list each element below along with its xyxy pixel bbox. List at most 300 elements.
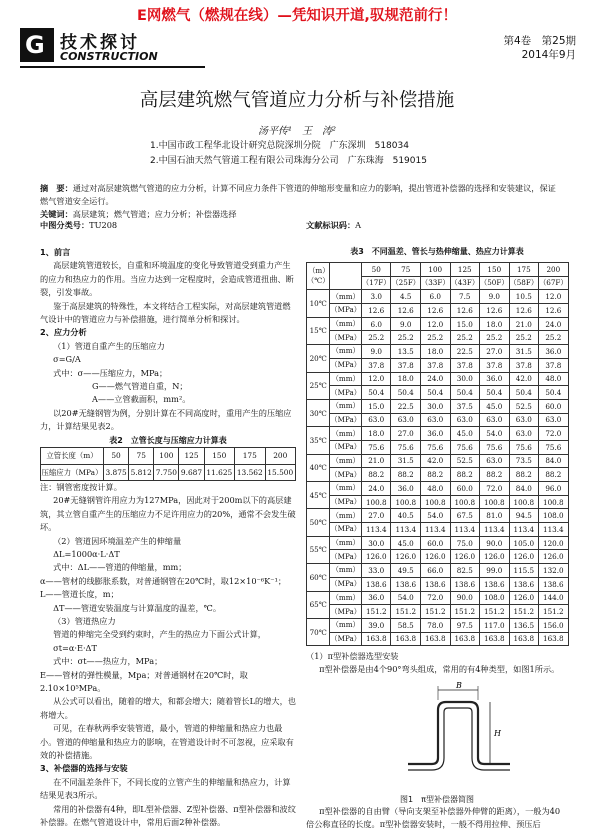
table-cell: 138.6 [539,577,569,591]
table-cell: 138.6 [421,577,451,591]
table-cell: 42.0 [421,454,451,468]
table-cell: 52.5 [509,399,539,413]
table-row [307,440,569,454]
table-row [307,577,569,591]
table-cell: 36.0 [391,482,421,496]
source-banner: E网燃气（燃规在线）—凭知识开道,驭规范前行！ [137,8,457,24]
table-cell: 88.2 [361,468,391,482]
table-cell: 7.750 [154,464,179,480]
table-cell: 37.8 [539,358,569,372]
table-row [307,358,569,372]
table-cell: 31.5 [391,454,421,468]
table-cell: 24.0 [539,317,569,331]
table-cell: 138.6 [450,577,480,591]
table-cell: 150 [204,448,234,464]
table-cell: 75 [129,448,154,464]
table-cell: 84.0 [539,454,569,468]
table-cell: 72.0 [480,482,510,496]
table-cell: 138.6 [391,577,421,591]
table-row [307,632,569,646]
table-cell: 18.0 [391,372,421,386]
section-heading: 1、前言 [40,247,71,257]
table-row [307,331,569,345]
table-cell: 24.0 [361,482,391,496]
table-cell: 24.0 [421,372,451,386]
table-cell: 125 [179,448,204,464]
table-cell: 52.5 [450,454,480,468]
table-cell: 6.0 [361,317,391,331]
table-row [307,605,569,619]
table-cell: 125 [450,263,480,277]
table-cell: 200 [539,263,569,277]
table-cell: 37.8 [509,358,539,372]
table-cell: 63.0 [480,413,510,427]
formula-note: α——管材的线膨胀系数，对普通钢管在20℃时，取12×10⁻⁶K⁻¹； [40,575,287,586]
journal-name-cn: 技术探讨 [60,33,140,53]
table-row [307,317,569,331]
table-cell: 72.0 [539,427,569,441]
table-row [307,290,569,304]
table-row [307,564,569,578]
table-cell: 22.5 [391,399,421,413]
table-cell: 12.6 [539,304,569,318]
table-cell: 151.2 [450,605,480,619]
table-cell: 75.6 [509,440,539,454]
table-cell: 113.4 [450,523,480,537]
journal-header [20,28,576,68]
table-cell: （58F） [509,276,539,290]
unit-cell: （mm） [330,317,362,331]
table-row [307,386,569,400]
table-cell: 50.4 [509,386,539,400]
journal-name-en: CONSTRUCTION [60,50,158,63]
clc-number: 中图分类号：TU208 [40,220,118,230]
table-cell: 9.687 [179,464,204,480]
table-cell: 163.8 [480,632,510,646]
table-cell: 36.0 [539,345,569,359]
table-cell: 12.0 [421,317,451,331]
table-cell: 163.8 [361,632,391,646]
table-cell: 13.5 [391,345,421,359]
table-cell: 120.0 [539,536,569,550]
unit-cell: （MPa） [330,413,362,427]
table-cell: 126.0 [539,550,569,564]
unit-cell: （mm） [330,399,362,413]
paper-authors: 汤平传¹ 王 涛² [257,126,337,137]
paragraph: 鉴于高层建筑的特殊性，本文将结合工程实际，对高层建筑管道燃气设计中的管道应力与补偿措施，进行简单分析和探讨。 [40,300,291,325]
fig-label-h: H [494,729,501,738]
table-cell: 63.0 [509,413,539,427]
table-cell: 36.0 [421,427,451,441]
table-cell: 100.8 [509,495,539,509]
table-cell: 113.4 [480,523,510,537]
table-cell: 94.5 [509,509,539,523]
table-cell: 67.5 [450,509,480,523]
table-cell: 40.5 [391,509,421,523]
table-cell: 163.8 [509,632,539,646]
formula-note: L——管道长度，m； [40,589,119,600]
unit-cell: （MPa） [330,358,362,372]
table-cell: 49.5 [391,564,421,578]
table-cell: 100 [154,448,179,464]
table-cell: 113.4 [539,523,569,537]
table-cell: 12.6 [450,304,480,318]
table-cell: 50 [104,448,129,464]
unit-cell: （MPa） [330,550,362,564]
table-cell: 117.0 [480,618,510,632]
table-cell: 6.0 [421,290,451,304]
formula: σt=α·E·ΔT [53,642,97,653]
table-cell: 200 [265,448,296,464]
table-cell: 3.0 [361,290,391,304]
table-cell: 立管长度（m） [41,448,104,464]
table-cell: 138.6 [480,577,510,591]
table3-caption: 表3 不同温差、管长与热伸缩量、热应力计算表 [350,247,524,256]
table-cell: 37.5 [450,399,480,413]
table-cell: 175 [235,448,265,464]
table-cell: 18.0 [361,427,391,441]
unit-cell: （mm） [330,427,362,441]
temperature-cell: 65℃ [307,591,330,618]
table-cell: 50.4 [480,386,510,400]
unit-cell: （MPa） [330,523,362,537]
table-cell: 113.4 [421,523,451,537]
temperature-cell: 25℃ [307,372,330,399]
table-cell: 27.0 [361,509,391,523]
table-cell: 82.5 [450,564,480,578]
table-cell: 84.0 [509,482,539,496]
table-cell: 4.5 [391,290,421,304]
paragraph: 常用的补偿器有4种，即L型补偿器、Z型补偿器、π型补偿器和波纹补偿器。在燃气管道设计中，常用后面2种补偿器。 [40,803,296,828]
temperature-cell: 15℃ [307,317,330,344]
table-cell: 50.4 [450,386,480,400]
temperature-cell: 60℃ [307,564,330,591]
table-cell: 30.0 [450,372,480,386]
table-cell: 50.4 [421,386,451,400]
table-cell: 45.0 [391,536,421,550]
table-cell: 163.8 [450,632,480,646]
paragraph: 可见，在春秋两季安装管道，最小，管道的伸缩量和热应力也最小。管道的伸缩量和热应力的影响，在管道设计时不可忽视，应采取有效的补偿措施。 [40,723,294,761]
table-cell: 3.875 [104,464,129,480]
table-cell: 22.5 [450,345,480,359]
table-row [307,454,569,468]
table-cell: 150 [480,263,510,277]
table-cell: 151.2 [361,605,391,619]
unit-cell: （mm） [330,482,362,496]
table-cell: 36.0 [361,591,391,605]
table2-caption: 表2 立管长度与压缩应力计算表 [109,435,227,445]
table-row [307,618,569,632]
table-cell: 18.0 [480,317,510,331]
paragraph: 20#无缝钢管许用应力为127MPa，因此对于200m以下的高层建筑，其立管自重产生的压缩应力不足许用应力的20%，通常不会发生破坏。 [40,495,296,533]
table-cell: 60.0 [539,399,569,413]
table-cell: 42.0 [509,372,539,386]
table-cell: 126.0 [509,591,539,605]
formula-note: E——管材的弹性模量，Mpa；对普通钢材在20℃时，取2.10×10⁵MPa。 [40,669,248,693]
table-cell: 50 [361,263,391,277]
table-cell: 37.8 [450,358,480,372]
temperature-cell: 20℃ [307,345,330,372]
formula-note: A——立管截面积，mm²。 [92,394,191,405]
table-cell: 151.2 [480,605,510,619]
table-cell: 12.0 [361,372,391,386]
table-cell [330,263,362,290]
table-cell: 12.0 [539,290,569,304]
table-cell: 27.0 [391,427,421,441]
temperature-cell: 40℃ [307,454,330,481]
temperature-cell: 10℃ [307,290,330,317]
table-cell: 100 [421,263,451,277]
table-row [307,372,569,386]
unit-cell: （mm） [330,536,362,550]
table-cell: 100.8 [450,495,480,509]
table-cell: 126.0 [391,550,421,564]
table-cell: 108.0 [539,509,569,523]
table-cell: 175 [509,263,539,277]
subsection-heading: （1）π型补偿器选型安装 [306,651,399,661]
table-cell: 81.0 [480,509,510,523]
table-row [41,464,296,480]
table-row [307,591,569,605]
table-cell: 13.562 [235,464,265,480]
unit-cell: （mm） [330,345,362,359]
unit-cell: （mm） [330,454,362,468]
table-cell: （33F） [421,276,451,290]
table-cell: 75.6 [539,440,569,454]
table-cell: 58.5 [391,618,421,632]
table-cell: 25.2 [450,331,480,345]
table-cell: 100.8 [421,495,451,509]
doc-code: 文献标识码：A [306,220,362,230]
table-cell: 33.0 [361,564,391,578]
issue-number: 第4卷 第25期 [503,35,576,47]
temperature-cell: 70℃ [307,618,330,645]
issue-date: 2014年9月 [521,49,576,61]
formula-note: G——燃气管道自重，N； [92,381,188,392]
paragraph: π型补偿器的自由臂（导向支架至补偿器外伸臂的距离），一般为40倍公称直径的长度。π型补偿器安装时，一般不得用拉伸、预压后 [306,806,561,830]
table-cell: 113.4 [391,523,421,537]
temperature-cell: 30℃ [307,399,330,426]
paragraph: 在不同温差条件下，不同长度的立管产生的伸缩量和热应力，计算结果见表3所示。 [40,776,291,801]
table-cell: 66.0 [421,564,451,578]
table-cell: 12.6 [391,304,421,318]
unit-cell: （mm） [330,564,362,578]
table-cell: 48.0 [421,482,451,496]
formula-note: 式中：ΔL——管道的伸缩量，mm； [53,562,187,573]
table-cell: 37.8 [361,358,391,372]
table-cell: 37.8 [480,358,510,372]
section-heading: 3、补偿器的选择与安装 [40,763,128,774]
table-cell: 72.0 [421,591,451,605]
table-cell: 15.0 [361,399,391,413]
abstract [40,182,556,208]
table-cell: 18.0 [421,345,451,359]
unit-cell: （MPa） [330,468,362,482]
table-cell: 75.6 [421,440,451,454]
table-cell: 63.0 [361,413,391,427]
journal-logo-icon: G [20,28,54,62]
table-cell: 37.8 [391,358,421,372]
unit-cell: （mm） [330,372,362,386]
unit-cell: （mm） [330,591,362,605]
paragraph: 以20#无缝钢管为例，分别计算在不同高度时，重用产生的压缩应力，计算结果见表2。 [40,407,292,432]
table-cell: 151.2 [421,605,451,619]
table-cell: 78.0 [421,618,451,632]
table-cell: 96.0 [539,482,569,496]
table3 [306,262,569,646]
table-header-row [307,263,569,277]
table-cell: 138.6 [509,577,539,591]
table2-note: 注：钢管密度按计算。 [40,481,122,492]
unit-cell: （MPa） [330,495,362,509]
table-cell: 54.0 [421,509,451,523]
header-rule [20,66,205,68]
table-cell: 25.2 [509,331,539,345]
table-cell: 132.0 [539,564,569,578]
table-cell: 30.0 [421,399,451,413]
table-cell: 63.0 [480,454,510,468]
table-cell: 88.2 [480,468,510,482]
table-cell: （25F） [391,276,421,290]
table-cell: 25.2 [421,331,451,345]
table-cell: 88.2 [421,468,451,482]
table-cell: 15.0 [450,317,480,331]
unit-cell: （mm） [330,618,362,632]
table-cell: 75.6 [450,440,480,454]
table-corner-cell: （m） （℃） [307,263,330,290]
table-cell: 12.6 [421,304,451,318]
table-row [307,468,569,482]
table-cell: 75.6 [361,440,391,454]
table-cell: 21.0 [509,317,539,331]
section-heading: 2、应力分析 [40,327,87,338]
table-cell: 27.0 [480,345,510,359]
table-cell: 25.2 [361,331,391,345]
table-cell: 151.2 [391,605,421,619]
temperature-cell: 45℃ [307,482,330,509]
table-cell: 75 [391,263,421,277]
table-cell: 压缩应力（MPa） [41,464,104,480]
figure1-caption: 图1 π型补偿器简图 [400,795,474,804]
table-cell: 73.5 [509,454,539,468]
table-cell: 37.8 [421,358,451,372]
table-cell: 9.0 [480,290,510,304]
table-row [307,495,569,509]
table-cell: 126.0 [480,550,510,564]
right-column-text [306,650,568,677]
table-cell: 11.625 [204,464,234,480]
unit-cell: （MPa） [330,304,362,318]
paper-title: 高层建筑燃气管道应力分析与补偿措施 [139,90,455,111]
subsection-heading: （2）管道因环境温差产生的伸缩量 [53,535,182,546]
keywords-label: 关键词： [40,209,73,219]
table-cell: 97.5 [450,618,480,632]
table-cell: 99.0 [480,564,510,578]
keywords [40,208,556,221]
table-cell: 163.8 [539,632,569,646]
table-cell: （17F） [361,276,391,290]
unit-cell: （MPa） [330,331,362,345]
table-row [41,448,296,464]
table-row [307,413,569,427]
table-cell: 12.6 [509,304,539,318]
unit-cell: （MPa） [330,386,362,400]
table-cell: 60.0 [421,536,451,550]
issue-info [503,34,576,62]
table-cell: 50.4 [361,386,391,400]
table-cell: 151.2 [509,605,539,619]
table-cell: 36.0 [480,372,510,386]
table-cell: 100.8 [361,495,391,509]
fig-label-b: B [456,681,462,690]
table-cell: 151.2 [539,605,569,619]
table-cell: 90.0 [480,536,510,550]
table-cell: （50F） [480,276,510,290]
table-cell: 63.0 [450,413,480,427]
keywords-text: 高层建筑；燃气管道；应力分析；补偿器选择 [72,209,237,219]
formula: σ=G/A [53,354,81,365]
table-cell: 30.0 [361,536,391,550]
table-cell: 63.0 [509,427,539,441]
table-cell: 50.4 [539,386,569,400]
subsection-heading: （1）管道自重产生的压缩应力 [53,340,165,351]
table-cell: 25.2 [539,331,569,345]
table-cell: 60.0 [450,482,480,496]
table-cell: 25.2 [480,331,510,345]
table-cell: （43F） [450,276,480,290]
table-cell: 88.2 [391,468,421,482]
unit-cell: （mm） [330,290,362,304]
pi-compensator-diagram [404,680,514,788]
left-column [40,246,296,829]
unit-cell: （MPa） [330,577,362,591]
formula-note: 式中：σt——热应力，MPa； [53,656,163,667]
temperature-cell: 50℃ [307,509,330,536]
table-cell: 88.2 [509,468,539,482]
table-row [307,427,569,441]
table-cell: 126.0 [509,550,539,564]
table-cell: 12.6 [480,304,510,318]
table-cell: 75.0 [450,536,480,550]
table-cell: 126.0 [361,550,391,564]
table-cell: 15.500 [265,464,296,480]
table-row [307,399,569,413]
table-cell: 108.0 [480,591,510,605]
table-cell: 75.6 [391,440,421,454]
unit-cell: （MPa） [330,440,362,454]
paragraph: 从公式可以看出，随着的增大，和都会增大；随着管长L的增大，也将增大。 [40,696,296,720]
table-cell: 45.0 [450,427,480,441]
table-cell: （67F） [539,276,569,290]
table-cell: 54.0 [480,427,510,441]
table-cell: 45.0 [480,399,510,413]
table-cell: 21.0 [361,454,391,468]
table-cell: 7.5 [450,290,480,304]
table-cell: 90.0 [450,591,480,605]
table-cell: 75.6 [480,440,510,454]
formula-note: 式中：σ——压缩应力，MPa； [53,367,168,378]
abstract-label: 摘 要： [40,183,73,193]
table-cell: 63.0 [539,413,569,427]
table-cell: 25.2 [391,331,421,345]
table-cell: 113.4 [509,523,539,537]
paragraph: 管道的伸缩完全受到约束时，产生的热应力下面公式计算， [53,629,266,640]
unit-cell: （mm） [330,509,362,523]
table-cell: 5.812 [129,464,154,480]
table-row [307,509,569,523]
table-cell: 88.2 [539,468,569,482]
table-cell: 138.6 [361,577,391,591]
